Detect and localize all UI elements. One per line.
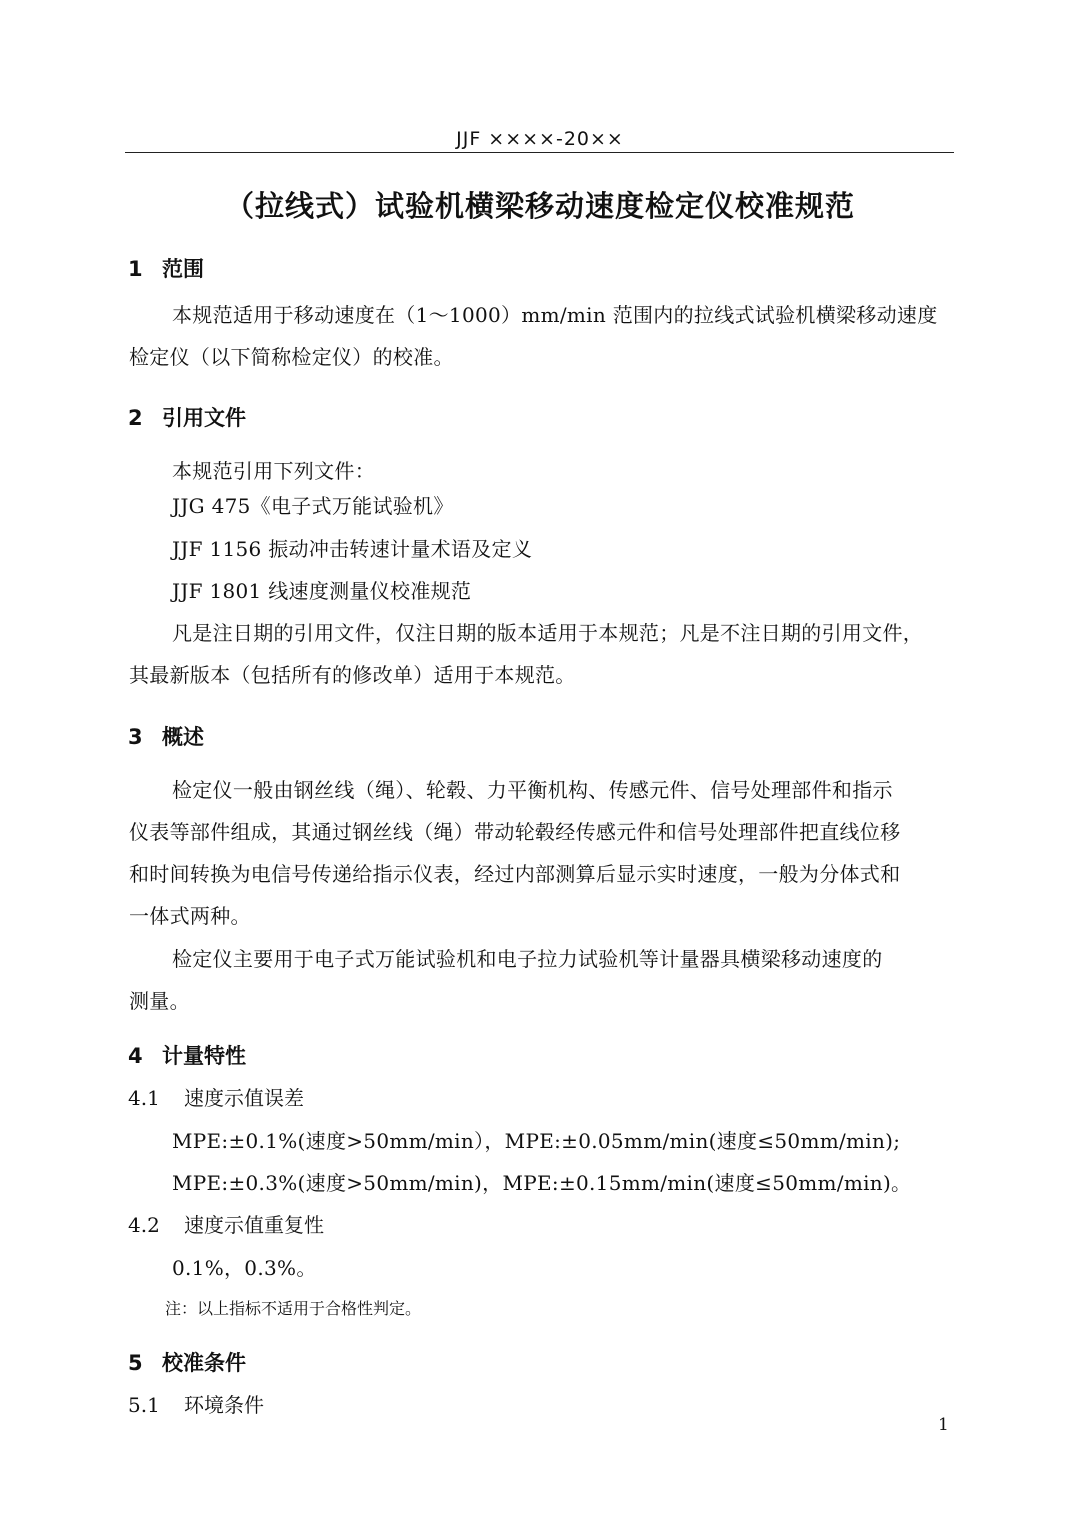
document-title: （拉线式）试验机横梁移动速度检定仪校准规范 bbox=[224, 189, 855, 223]
reference-item: JJF 1801 线速度测量仪校准规范 bbox=[172, 579, 472, 603]
subsection-4-2-heading bbox=[128, 1209, 324, 1238]
paragraph-line: 仪表等部件组成，其通过钢丝线（绳）带动轮毂经传感元件和信号处理部件把直线位移 bbox=[129, 820, 901, 844]
subsection-number: 4.1 bbox=[128, 1086, 160, 1110]
section-number: 1 bbox=[128, 257, 143, 281]
reference-item: JJF 1156 振动冲击转速计量术语及定义 bbox=[172, 537, 533, 561]
paragraph-line: 凡是注日期的引用文件，仅注日期的版本适用于本规范；凡是不注日期的引用文件， bbox=[172, 621, 924, 645]
note-text: 注：以上指标不适用于合格性判定。 bbox=[165, 1299, 422, 1318]
section-title: 引用文件 bbox=[162, 406, 246, 430]
subsection-number: 4.2 bbox=[128, 1213, 160, 1237]
section-4-heading bbox=[128, 1040, 246, 1070]
subsection-number: 5.1 bbox=[128, 1393, 160, 1417]
paragraph-line: 本规范引用下列文件： bbox=[172, 459, 375, 483]
section-3-heading bbox=[128, 721, 204, 751]
subsection-title: 速度示值重复性 bbox=[184, 1213, 324, 1237]
section-number: 2 bbox=[128, 406, 143, 430]
section-title: 计量特性 bbox=[162, 1044, 246, 1068]
paragraph-line: 检定仪主要用于电子式万能试验机和电子拉力试验机等计量器具横梁移动速度的 bbox=[172, 947, 883, 971]
section-title: 范围 bbox=[162, 257, 204, 281]
paragraph-line: 和时间转换为电信号传递给指示仪表，经过内部测算后显示实时速度，一般为分体式和 bbox=[129, 862, 901, 886]
section-title: 概述 bbox=[162, 725, 204, 749]
section-number: 5 bbox=[128, 1351, 143, 1375]
subsection-title: 环境条件 bbox=[184, 1393, 264, 1417]
subsection-title: 速度示值误差 bbox=[184, 1086, 304, 1110]
spec-line: MPE:±0.1%(速度>50mm/min），MPE:±0.05mm/min(速度≤50mm/min); bbox=[172, 1129, 901, 1153]
section-title: 校准条件 bbox=[162, 1351, 246, 1375]
spec-line: MPE:±0.3%(速度>50mm/min)，MPE:±0.15mm/min(速度≤50mm/min)。 bbox=[172, 1171, 912, 1195]
document-code: JJF ××××-20×× bbox=[456, 128, 624, 150]
section-2-heading bbox=[128, 402, 246, 432]
paragraph-line: 其最新版本（包括所有的修改单）适用于本规范。 bbox=[129, 663, 576, 687]
paragraph-line: 一体式两种。 bbox=[129, 904, 251, 928]
spec-line: 0.1%，0.3%。 bbox=[172, 1256, 317, 1280]
paragraph-line: 测量。 bbox=[129, 989, 190, 1013]
paragraph-line: 检定仪一般由钢丝线（绳）、轮毂、力平衡机构、传感元件、信号处理部件和指示 bbox=[172, 778, 893, 802]
section-5-heading bbox=[128, 1347, 246, 1377]
paragraph-line: 本规范适用于移动速度在（1～1000）mm/min 范围内的拉线式试验机横梁移动速度 bbox=[172, 303, 938, 327]
section-number: 4 bbox=[128, 1044, 143, 1068]
header-divider bbox=[125, 152, 954, 153]
subsection-4-1-heading bbox=[128, 1082, 304, 1111]
subsection-5-1-heading bbox=[128, 1389, 264, 1418]
section-1-heading bbox=[128, 253, 204, 283]
section-number: 3 bbox=[128, 725, 143, 749]
page-number: 1 bbox=[938, 1415, 949, 1435]
paragraph-line: 检定仪（以下简称检定仪）的校准。 bbox=[129, 345, 454, 369]
reference-item: JJG 475《电子式万能试验机》 bbox=[172, 494, 454, 518]
